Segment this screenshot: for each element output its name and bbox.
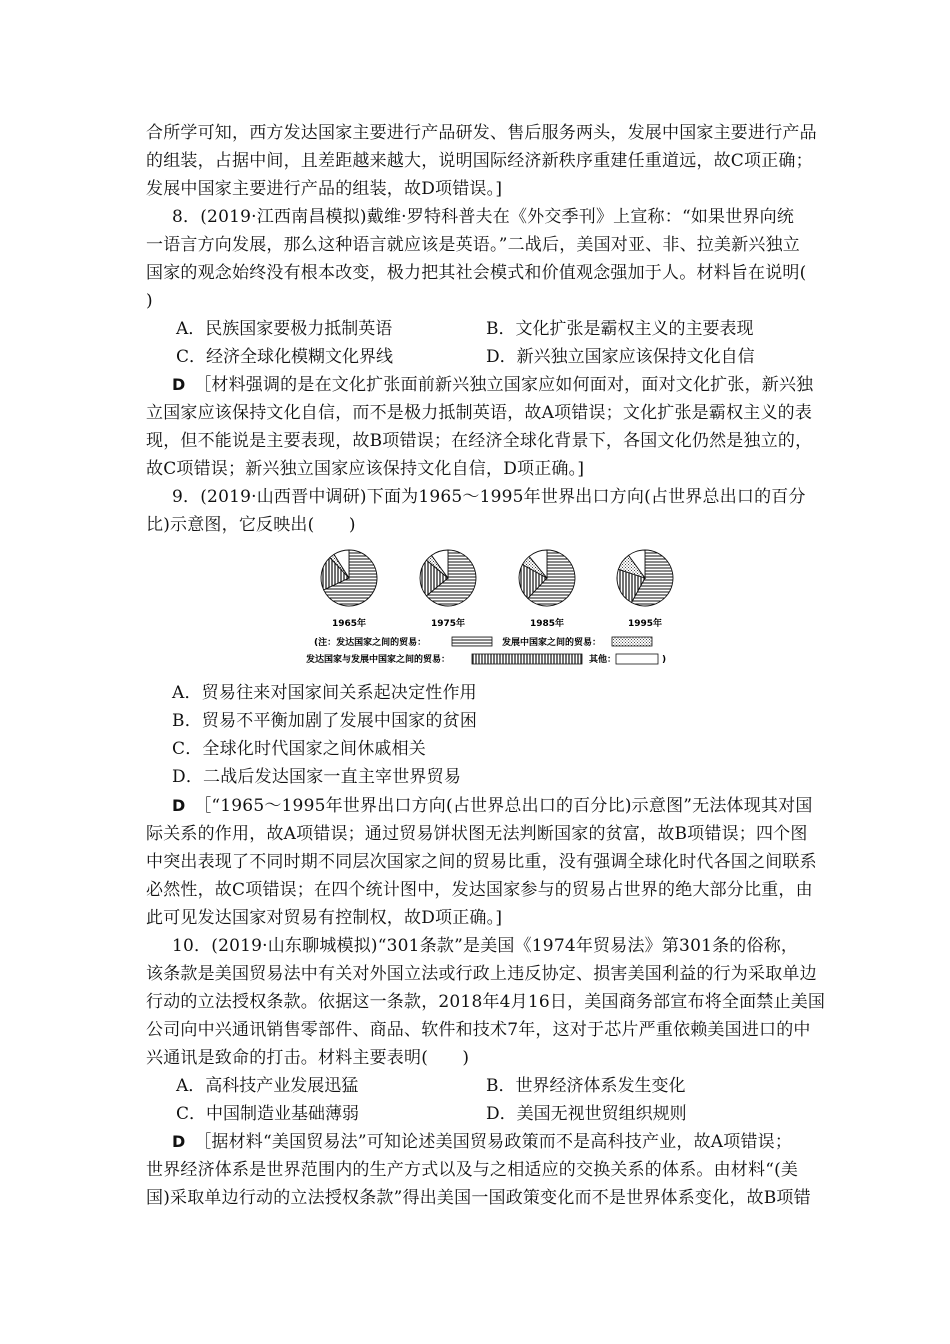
q9-option-a: A．贸易往来对国家间关系起决定性作用 [172, 683, 477, 703]
q9-stem-line: 9．(2019·山西晋中调研)下面为1965～1995年世界出口方向(占世界总出口的百分 [172, 487, 806, 507]
q9-option-d: D．二战后发达国家一直主宰世界贸易 [172, 767, 462, 787]
q7-text-line: 的组装，占据中间，且差距越来越大，说明国际经济新秩序重建任重道远，故C项正确； [146, 151, 813, 171]
q9-option-b: B．贸易不平衡加剧了发展中国家的贫困 [172, 711, 478, 731]
q8-option-b: B．文化扩张是霸权主义的主要表现 [486, 319, 754, 339]
q8-stem-line: 一语言方向发展，那么这种语言就应该是英语。”二战后，美国对亚、非、拉美新兴独立 [146, 235, 800, 255]
q7-text-line: 发展中国家主要进行产品的组装，故D项错误。] [146, 179, 503, 199]
legend-close: ) [662, 655, 667, 665]
legend-note-open: (注：发达国家之间的贸易： [314, 638, 427, 648]
q10-option-c: C．中国制造业基础薄弱 [176, 1104, 360, 1124]
q10-explanation-line: D ［据材料“美国贸易法”可知论述美国贸易政策而不是高科技产业，故A项错误； [172, 1132, 793, 1152]
q10-stem-line: 兴通讯是致命的打击。材料主要表明( ) [146, 1048, 470, 1068]
q10-stem-line: 10．(2019·山东聊城模拟)“301条款”是美国《1974年贸易法》第301条的俗称， [172, 936, 799, 956]
q10-stem-line: 该条款是美国贸易法中有关对外国立法或行政上违反协定、损害美国利益的行为采取单边 [146, 964, 817, 984]
q10-explanation-line: 国)采取单边行动的立法授权条款”得出美国一国政策变化而不是世界体系变化，故B项错 [146, 1188, 811, 1208]
q10-answer: D [172, 1132, 186, 1151]
q8-stem-line: ) [146, 291, 153, 311]
q8-option-d: D．新兴独立国家应该保持文化自信 [486, 347, 755, 367]
q8-option-c: C．经济全球化模糊文化界线 [176, 347, 394, 367]
q8-explanation-line: 故C项错误；新兴独立国家应该保持文化自信，D项正确。] [146, 459, 585, 479]
legend-label-cross: 发达国家与发展中国家之间的贸易： [306, 655, 451, 665]
legend-label-developing: 发展中国家之间的贸易： [502, 638, 602, 648]
legend-label-other: 其他： [589, 655, 617, 665]
q8-explanation-line: D ［材料强调的是在文化扩张面前新兴独立国家应如何面对，面对文化扩张，新兴独 [172, 375, 814, 395]
q9-explanation-line: 际关系的作用，故A项错误；通过贸易饼状图无法判断国家的贫富，故B项错误；四个图 [146, 824, 808, 844]
q8-explanation-line: 现，但不能说是主要表现，故B项错误；在经济全球化背景下，各国文化仍然是独立的， [146, 431, 813, 451]
q7-text-line: 合所学可知，西方发达国家主要进行产品研发、售后服务两头，发展中国家主要进行产品 [146, 123, 817, 143]
q10-explanation-line: 世界经济体系是世界范围内的生产方式以及与之相适应的交换关系的体系。由材料“(美 [146, 1160, 799, 1180]
pie-year-label: 1995年 [627, 619, 663, 629]
legend-swatch-developed [452, 637, 492, 646]
export-direction-chart [304, 540, 686, 670]
q8-option-a: A．民族国家要极力抵制英语 [176, 319, 393, 339]
q8-answer: D [172, 375, 186, 394]
q10-stem-line: 行动的立法授权条款。依据这一条款，2018年4月16日，美国商务部宣布将全面禁止美国 [146, 992, 826, 1012]
pie-year-label: 1975年 [430, 619, 466, 629]
q10-option-b: B．世界经济体系发生变化 [486, 1076, 686, 1096]
legend-swatch-cross [472, 654, 582, 664]
legend-swatch-developing [612, 637, 652, 646]
q8-explanation-line: 立国家应该保持文化自信，而不是极力抵制英语，故A项错误；文化扩张是霸权主义的表 [146, 403, 813, 423]
q9-stem-line: 比)示意图，它反映出( ) [146, 515, 356, 535]
q10-stem-line: 公司向中兴通讯销售零部件、商品、软件和技术7年，这对于芯片严重依赖美国进口的中 [146, 1020, 811, 1040]
legend-swatch-other [616, 654, 658, 664]
pie-year-label: 1985年 [529, 619, 565, 629]
q10-option-a: A．高科技产业发展迅猛 [176, 1076, 359, 1096]
q9-explanation-line: 中突出表现了不同时期不同层次国家之间的贸易比重，没有强调全球化时代各国之间联系 [146, 852, 817, 872]
q9-explanation-line: 此可见发达国家对贸易有控制权，故D项正确。] [146, 908, 503, 928]
q8-stem-line: 国家的观念始终没有根本改变，极力把其社会模式和价值观念强加于人。材料旨在说明( [146, 263, 807, 283]
pie-year-label: 1965年 [331, 619, 367, 629]
q9-explanation-line: 必然性，故C项错误；在四个统计图中，发达国家参与的贸易占世界的绝大部分比重，由 [146, 880, 813, 900]
q9-option-c: C．全球化时代国家之间休戚相关 [172, 739, 427, 759]
q9-explanation-line: D ［“1965～1995年世界出口方向(占世界总出口的百分比)示意图”无法体现其对国 [172, 796, 813, 816]
q8-stem-line: 8．(2019·江西南昌模拟)戴维·罗特科普夫在《外交季刊》上宣称：“如果世界向统 [172, 207, 795, 227]
q10-option-d: D．美国无视世贸组织规则 [486, 1104, 687, 1124]
q9-answer: D [172, 796, 186, 815]
